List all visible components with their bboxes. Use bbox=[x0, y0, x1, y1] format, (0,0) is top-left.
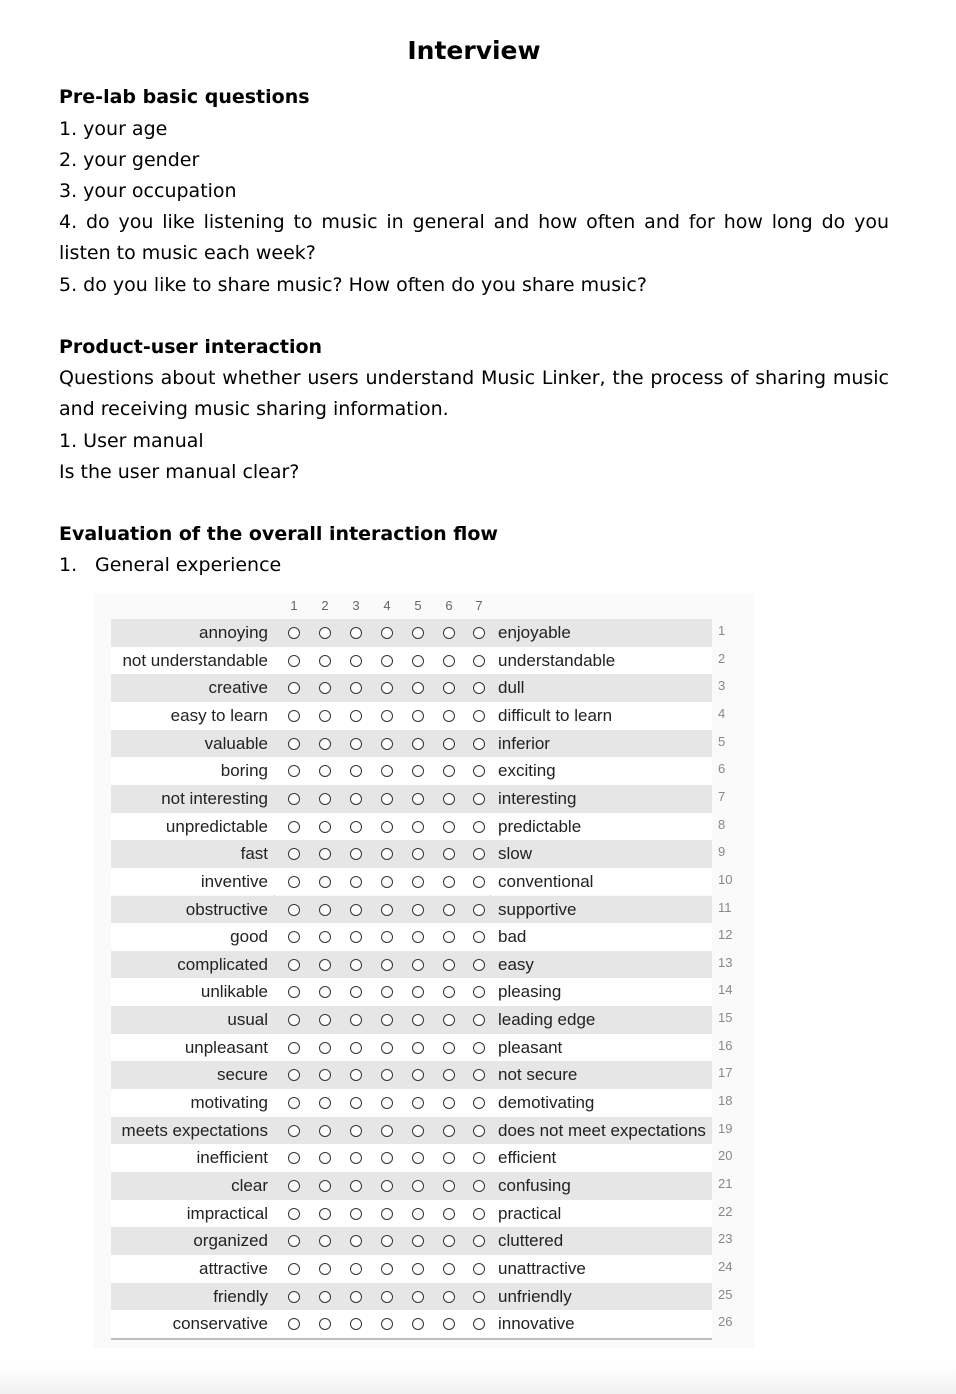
scale-label-3: 3 bbox=[352, 598, 360, 613]
item-number: 25 bbox=[718, 1286, 733, 1302]
radio-option-5[interactable] bbox=[412, 876, 424, 888]
radio-option-2[interactable] bbox=[319, 1014, 331, 1026]
scale-row bbox=[94, 1006, 754, 1034]
radio-option-1[interactable] bbox=[288, 904, 300, 916]
radio-option-1[interactable] bbox=[288, 959, 300, 971]
radio-option-4[interactable] bbox=[381, 710, 393, 722]
left-anchor-label: fast bbox=[240, 844, 268, 864]
radio-option-3[interactable] bbox=[350, 1208, 362, 1220]
radio-option-1[interactable] bbox=[288, 710, 300, 722]
scale-row bbox=[94, 978, 754, 1006]
scale-row bbox=[94, 1089, 754, 1117]
radio-option-2[interactable] bbox=[319, 793, 331, 805]
radio-option-3[interactable] bbox=[350, 1291, 362, 1303]
radio-option-3[interactable] bbox=[350, 710, 362, 722]
scale-label-5: 5 bbox=[414, 598, 422, 613]
scale-row bbox=[94, 1117, 754, 1145]
radio-option-3[interactable] bbox=[350, 655, 362, 667]
item-number: 24 bbox=[718, 1258, 733, 1274]
left-anchor-label: clear bbox=[231, 1176, 268, 1195]
radio-option-4[interactable] bbox=[381, 655, 393, 667]
radio-option-5[interactable] bbox=[412, 793, 424, 805]
scale-row bbox=[94, 923, 754, 951]
interaction-heading: Product-user interaction bbox=[59, 336, 323, 358]
radio-option-2[interactable] bbox=[319, 1263, 331, 1275]
scale-row bbox=[94, 1310, 754, 1338]
interaction-item-1-question: Is the user manual clear? bbox=[59, 461, 300, 483]
radio-option-2[interactable] bbox=[319, 1042, 331, 1054]
radio-option-5[interactable] bbox=[412, 821, 424, 833]
radio-option-4[interactable] bbox=[381, 1263, 393, 1275]
radio-option-4[interactable] bbox=[381, 959, 393, 971]
radio-option-1[interactable] bbox=[288, 1042, 300, 1054]
item-number: 16 bbox=[718, 1037, 733, 1053]
left-anchor-label: unlikable bbox=[200, 982, 268, 1002]
prelab-item-2: 2. your gender bbox=[59, 149, 200, 171]
radio-option-5[interactable] bbox=[412, 904, 424, 916]
radio-option-3[interactable] bbox=[350, 1125, 362, 1137]
radio-option-6[interactable] bbox=[443, 876, 455, 888]
scale-label-4: 4 bbox=[383, 598, 391, 613]
scale-row bbox=[94, 757, 754, 785]
radio-option-6[interactable] bbox=[443, 821, 455, 833]
item-number: 23 bbox=[718, 1231, 733, 1247]
radio-option-4[interactable] bbox=[381, 1291, 393, 1303]
scale-row bbox=[94, 1255, 754, 1283]
scale-row bbox=[94, 785, 754, 813]
page-title: Interview bbox=[407, 36, 541, 65]
radio-option-1[interactable] bbox=[288, 1014, 300, 1026]
left-anchor-label: motivating bbox=[190, 1093, 268, 1113]
prelab-item-5: 5. do you like to share music? How often do you share music? bbox=[59, 274, 647, 296]
radio-option-7[interactable] bbox=[473, 1042, 485, 1054]
radio-option-7[interactable] bbox=[473, 1208, 485, 1220]
page-bottom-edge bbox=[0, 1366, 956, 1394]
scale-row bbox=[94, 1034, 754, 1062]
radio-option-6[interactable] bbox=[443, 1014, 455, 1026]
radio-option-5[interactable] bbox=[412, 1042, 424, 1054]
radio-option-4[interactable] bbox=[381, 1014, 393, 1026]
item-number: 12 bbox=[718, 927, 733, 943]
radio-option-5[interactable] bbox=[412, 1014, 424, 1026]
scale-row bbox=[94, 896, 754, 924]
radio-option-3[interactable] bbox=[350, 1263, 362, 1275]
prelab-item-1: 1. your age bbox=[59, 118, 168, 140]
scale-label-7: 7 bbox=[475, 598, 483, 613]
item-number: 5 bbox=[718, 733, 726, 749]
item-number: 4 bbox=[718, 705, 726, 721]
right-anchor-label: conventional bbox=[498, 871, 594, 891]
item-number: 7 bbox=[718, 788, 726, 804]
radio-option-6[interactable] bbox=[443, 793, 455, 805]
evaluation-item-1-label: General experience bbox=[95, 554, 282, 576]
right-anchor-label: easy bbox=[498, 954, 534, 974]
radio-option-1[interactable] bbox=[288, 738, 300, 750]
radio-option-2[interactable] bbox=[319, 655, 331, 667]
right-anchor-label: inferior bbox=[498, 733, 550, 753]
left-anchor-label: organized bbox=[193, 1231, 268, 1251]
radio-option-2[interactable] bbox=[319, 1125, 331, 1137]
radio-option-2[interactable] bbox=[319, 627, 331, 639]
right-anchor-label: interesting bbox=[498, 788, 577, 808]
radio-option-6[interactable] bbox=[443, 1263, 455, 1275]
radio-option-1[interactable] bbox=[288, 1208, 300, 1220]
radio-option-3[interactable] bbox=[350, 793, 362, 805]
radio-option-4[interactable] bbox=[381, 738, 393, 750]
right-anchor-label: pleasant bbox=[498, 1037, 563, 1057]
scale-row bbox=[94, 951, 754, 979]
radio-option-7[interactable] bbox=[473, 821, 485, 833]
scale-row bbox=[94, 840, 754, 868]
radio-option-2[interactable] bbox=[319, 738, 331, 750]
radio-option-1[interactable] bbox=[288, 876, 300, 888]
item-number: 26 bbox=[718, 1314, 733, 1330]
scale-row bbox=[94, 730, 754, 758]
radio-option-4[interactable] bbox=[381, 876, 393, 888]
left-anchor-label: secure bbox=[216, 1065, 268, 1085]
scale-row bbox=[94, 702, 754, 730]
scale-row bbox=[94, 619, 754, 647]
scale-row bbox=[94, 1144, 754, 1172]
right-anchor-label: pleasing bbox=[498, 982, 562, 1002]
item-number: 20 bbox=[718, 1148, 733, 1164]
radio-option-5[interactable] bbox=[412, 1097, 424, 1109]
item-number: 2 bbox=[718, 650, 726, 666]
radio-option-2[interactable] bbox=[319, 710, 331, 722]
item-number: 8 bbox=[718, 816, 726, 832]
left-anchor-label: unpleasant bbox=[184, 1037, 268, 1057]
left-anchor-label: unpredictable bbox=[165, 816, 268, 836]
radio-option-2[interactable] bbox=[319, 1097, 331, 1109]
right-anchor-label: understandable bbox=[498, 650, 616, 670]
right-anchor-label: unattractive bbox=[498, 1258, 586, 1278]
prelab-heading: Pre-lab basic questions bbox=[59, 86, 310, 108]
radio-option-7[interactable] bbox=[473, 959, 485, 971]
left-anchor-label: friendly bbox=[213, 1286, 268, 1306]
item-number: 15 bbox=[718, 1010, 733, 1026]
radio-option-5[interactable] bbox=[412, 1125, 424, 1137]
radio-option-4[interactable] bbox=[381, 1125, 393, 1137]
radio-option-3[interactable] bbox=[350, 821, 362, 833]
item-number: 14 bbox=[718, 982, 733, 998]
item-number: 17 bbox=[718, 1065, 733, 1081]
right-anchor-label: difficult to learn bbox=[498, 705, 613, 725]
item-number: 6 bbox=[718, 761, 726, 777]
scale-label-1: 1 bbox=[290, 598, 298, 613]
scale-row bbox=[94, 1200, 754, 1228]
item-number: 3 bbox=[718, 678, 726, 694]
right-anchor-label: innovative bbox=[498, 1314, 575, 1334]
radio-option-1[interactable] bbox=[288, 1125, 300, 1137]
radio-option-5[interactable] bbox=[412, 1208, 424, 1220]
radio-option-2[interactable] bbox=[319, 959, 331, 971]
radio-option-1[interactable] bbox=[288, 1263, 300, 1275]
left-anchor-label: usual bbox=[227, 1010, 268, 1030]
radio-option-3[interactable] bbox=[350, 1097, 362, 1109]
right-anchor-label: practical bbox=[498, 1203, 562, 1223]
radio-option-7[interactable] bbox=[473, 738, 485, 750]
item-number: 10 bbox=[718, 871, 733, 887]
radio-option-7[interactable] bbox=[473, 793, 485, 805]
radio-option-1[interactable] bbox=[288, 1291, 300, 1303]
right-anchor-label: supportive bbox=[498, 899, 577, 919]
prelab-item-4: 4. do you like listening to music in general and how often and for how long do you listen to music each week? bbox=[59, 211, 889, 264]
item-number: 13 bbox=[718, 954, 733, 970]
right-anchor-label: exciting bbox=[498, 761, 556, 781]
left-anchor-label: good bbox=[230, 927, 268, 947]
left-anchor-label: conservative bbox=[172, 1314, 268, 1334]
radio-option-4[interactable] bbox=[381, 1097, 393, 1109]
radio-option-6[interactable] bbox=[443, 710, 455, 722]
item-number: 18 bbox=[718, 1093, 733, 1109]
radio-option-7[interactable] bbox=[473, 1125, 485, 1137]
right-anchor-label: confusing bbox=[498, 1176, 571, 1195]
radio-option-3[interactable] bbox=[350, 876, 362, 888]
radio-option-5[interactable] bbox=[412, 1180, 424, 1192]
scale-header bbox=[94, 598, 754, 616]
left-anchor-label: not understandable bbox=[122, 650, 268, 670]
radio-option-2[interactable] bbox=[319, 876, 331, 888]
radio-option-7[interactable] bbox=[473, 1014, 485, 1026]
radio-option-3[interactable] bbox=[350, 738, 362, 750]
radio-option-2[interactable] bbox=[319, 1208, 331, 1220]
scale-label-6: 6 bbox=[445, 598, 453, 613]
radio-option-6[interactable] bbox=[443, 1291, 455, 1303]
scale-row bbox=[94, 868, 754, 896]
radio-option-1[interactable] bbox=[288, 655, 300, 667]
ueq-questionnaire bbox=[94, 594, 754, 1348]
radio-option-7[interactable] bbox=[473, 1291, 485, 1303]
item-number: 1 bbox=[718, 623, 726, 638]
right-anchor-label: not secure bbox=[498, 1065, 578, 1085]
radio-option-4[interactable] bbox=[381, 904, 393, 916]
scale-row bbox=[94, 647, 754, 675]
radio-option-4[interactable] bbox=[381, 627, 393, 639]
radio-option-4[interactable] bbox=[381, 793, 393, 805]
radio-option-3[interactable] bbox=[350, 904, 362, 916]
radio-option-3[interactable] bbox=[350, 627, 362, 639]
radio-option-1[interactable] bbox=[288, 1180, 300, 1192]
left-anchor-label: valuable bbox=[204, 733, 268, 753]
right-anchor-label: cluttered bbox=[498, 1231, 564, 1251]
radio-option-4[interactable] bbox=[381, 1042, 393, 1054]
item-number: 19 bbox=[718, 1120, 733, 1136]
radio-option-2[interactable] bbox=[319, 1291, 331, 1303]
radio-option-7[interactable] bbox=[473, 1263, 485, 1275]
evaluation-heading: Evaluation of the overall interaction flow bbox=[59, 523, 498, 545]
radio-option-6[interactable] bbox=[443, 738, 455, 750]
left-anchor-label: inefficient bbox=[196, 1148, 268, 1168]
scale-row bbox=[94, 674, 754, 702]
left-anchor-label: boring bbox=[220, 761, 268, 781]
left-anchor-label: impractical bbox=[186, 1203, 268, 1223]
scale-row bbox=[94, 1283, 754, 1311]
item-number: 22 bbox=[718, 1203, 733, 1219]
radio-option-6[interactable] bbox=[443, 959, 455, 971]
right-anchor-label: bad bbox=[498, 927, 527, 947]
prelab-item-3: 3. your occupation bbox=[59, 180, 237, 202]
radio-option-6[interactable] bbox=[443, 904, 455, 916]
left-anchor-label: annoying bbox=[198, 623, 268, 642]
left-anchor-label: meets expectations bbox=[121, 1120, 268, 1140]
radio-option-7[interactable] bbox=[473, 1097, 485, 1109]
radio-option-6[interactable] bbox=[443, 655, 455, 667]
radio-option-1[interactable] bbox=[288, 1097, 300, 1109]
radio-option-2[interactable] bbox=[319, 821, 331, 833]
right-anchor-label: leading edge bbox=[498, 1010, 596, 1030]
right-anchor-label: demotivating bbox=[498, 1093, 595, 1113]
radio-option-6[interactable] bbox=[443, 627, 455, 639]
evaluation-item-1 bbox=[59, 554, 281, 576]
radio-option-7[interactable] bbox=[473, 710, 485, 722]
radio-option-2[interactable] bbox=[319, 1180, 331, 1192]
radio-option-5[interactable] bbox=[412, 738, 424, 750]
left-anchor-label: easy to learn bbox=[170, 705, 268, 725]
interaction-intro: Questions about whether users understand Music Linker, the process of sharing music and receiving music sharing information. bbox=[59, 367, 889, 420]
right-anchor-label: slow bbox=[498, 844, 533, 864]
radio-option-6[interactable] bbox=[443, 1042, 455, 1054]
radio-option-7[interactable] bbox=[473, 904, 485, 916]
right-anchor-label: enjoyable bbox=[498, 623, 571, 642]
radio-option-5[interactable] bbox=[412, 627, 424, 639]
radio-option-1[interactable] bbox=[288, 793, 300, 805]
radio-option-4[interactable] bbox=[381, 1208, 393, 1220]
radio-option-5[interactable] bbox=[412, 1291, 424, 1303]
left-anchor-label: creative bbox=[208, 678, 268, 698]
item-number: 21 bbox=[718, 1176, 733, 1191]
left-anchor-label: inventive bbox=[200, 871, 268, 891]
right-anchor-label: predictable bbox=[498, 816, 582, 836]
radio-option-6[interactable] bbox=[443, 1097, 455, 1109]
right-anchor-label: does not meet expectations bbox=[498, 1120, 706, 1140]
radio-option-7[interactable] bbox=[473, 1180, 485, 1192]
radio-option-7[interactable] bbox=[473, 876, 485, 888]
table-bottom-rule bbox=[111, 1338, 712, 1340]
radio-option-3[interactable] bbox=[350, 1014, 362, 1026]
left-anchor-label: obstructive bbox=[185, 899, 268, 919]
radio-option-1[interactable] bbox=[288, 627, 300, 639]
radio-option-3[interactable] bbox=[350, 959, 362, 971]
radio-option-5[interactable] bbox=[412, 1263, 424, 1275]
radio-option-3[interactable] bbox=[350, 1042, 362, 1054]
radio-option-2[interactable] bbox=[319, 904, 331, 916]
left-anchor-label: attractive bbox=[199, 1258, 268, 1278]
item-number: 9 bbox=[718, 844, 726, 860]
scale-row bbox=[94, 1227, 754, 1255]
scale-row bbox=[94, 813, 754, 841]
scale-row bbox=[94, 1172, 754, 1200]
radio-option-5[interactable] bbox=[412, 655, 424, 667]
scale-label-2: 2 bbox=[321, 598, 329, 613]
radio-option-4[interactable] bbox=[381, 821, 393, 833]
left-anchor-label: not interesting bbox=[161, 788, 268, 808]
radio-option-5[interactable] bbox=[412, 710, 424, 722]
interaction-item-1: 1. User manual bbox=[59, 430, 204, 452]
radio-option-6[interactable] bbox=[443, 1125, 455, 1137]
scale-row bbox=[94, 1061, 754, 1089]
left-anchor-label: complicated bbox=[177, 954, 268, 974]
radio-option-4[interactable] bbox=[381, 1180, 393, 1192]
evaluation-item-1-number: 1. bbox=[59, 554, 78, 576]
right-anchor-label: unfriendly bbox=[498, 1286, 572, 1306]
right-anchor-label: dull bbox=[498, 678, 525, 698]
radio-option-6[interactable] bbox=[443, 1180, 455, 1192]
item-number: 11 bbox=[718, 899, 732, 915]
radio-option-5[interactable] bbox=[412, 959, 424, 971]
radio-option-3[interactable] bbox=[350, 1180, 362, 1192]
radio-option-7[interactable] bbox=[473, 655, 485, 667]
radio-option-7[interactable] bbox=[473, 627, 485, 639]
right-anchor-label: efficient bbox=[498, 1148, 557, 1168]
radio-option-6[interactable] bbox=[443, 1208, 455, 1220]
radio-option-1[interactable] bbox=[288, 821, 300, 833]
